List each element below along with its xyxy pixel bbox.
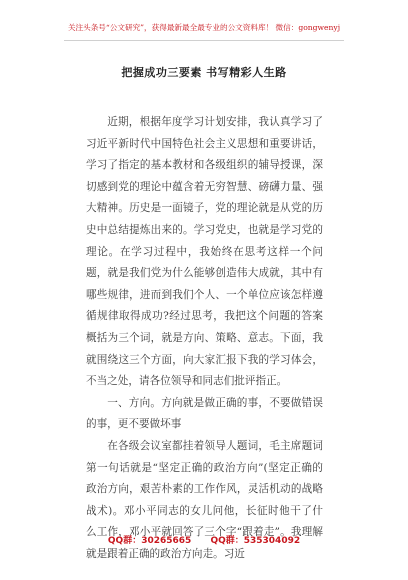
footer-qq-group-2: QQ群：535304092 bbox=[210, 536, 301, 546]
footer bbox=[0, 533, 408, 546]
document-body bbox=[86, 112, 323, 565]
header-banner: 关注头条号“公文研究”，获得最新最全最专业的公文资料库！ 微信：gongwenyj bbox=[67, 23, 341, 32]
footer-qq-group-1: QQ群：30265665 bbox=[107, 536, 192, 546]
header-divider bbox=[64, 40, 344, 41]
body-paragraph: 在各级会议室都挂着领导人题词，毛主席题词第一句话就是“坚定正确的政治方向”(坚定正确的政治方向，艰苦朴素的工作作风，灵活机动的战略战术)。邓小平同志的女儿问他，长征时他干了什么工作，邓小平就回答了三个字“跟着走”。我理解就是跟着正确的政治方向走。习近 bbox=[86, 439, 323, 560]
section-heading: 一、方向。方向就是做正确的事，不要做错误的事，更不要做坏事 bbox=[86, 396, 323, 431]
body-paragraph: 近期，根据年度学习计划安排，我认真学习了习近平新时代中国特色社会主义思想和重要讲话，学习了指定的基本教材和各级组织的辅导授课，深切感到党的理论中蕴含着无穷智慧、磅礴力量、强大精神。历史是一面镜子，党的理论就是从党的历史中总结提炼出来的。学习党史，也就是学习党的理论。在学习过程中，我始终在思考这样一个问题，就是我们党为什么能够创造伟大成就，其中有哪些规律，进而到我们个人、一个单位应该怎样遵循规律取得成功?经过思考，我把这个问题的答案概括为三个词，就是方向、策略、意志。下面，我就围绕这三个方面，向大家汇报下我的学习体会，不当之处，请各位领导和同志们批评指正。 bbox=[86, 116, 323, 388]
document-title: 把握成功三要素 书写精彩人生路 bbox=[121, 66, 287, 79]
